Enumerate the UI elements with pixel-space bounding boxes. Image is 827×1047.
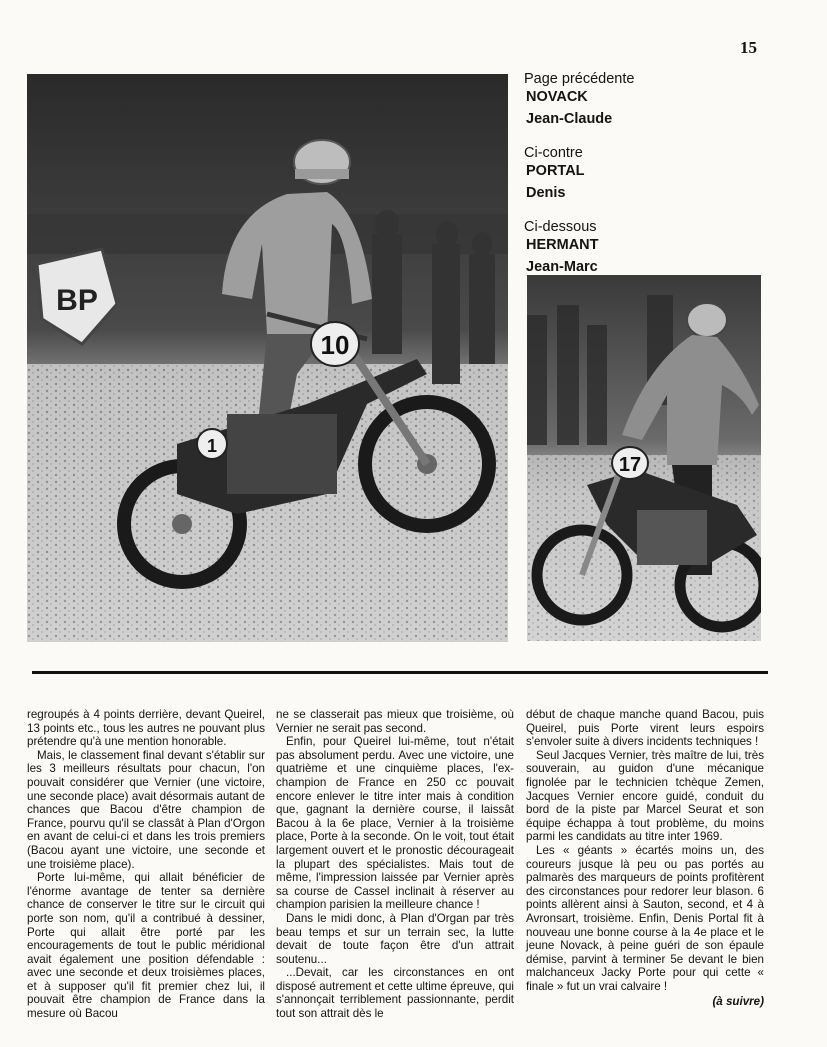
photo-small-rider: [527, 275, 761, 641]
caption-lead: Page précédente: [524, 71, 635, 87]
paragraph: Enfin, pour Queirel lui-même, tout n'était pas absolument perdu. Avec une victoire, une quatrième et une cinquième places, l'ex-champion de France en 250 cc pouvait encore enlever le titre inter mais à condition que, gagnant la dernière course, il laissât Bacou à la 6e place, Vernier à la troisième place, Porte à la seconde. On le voit, tout était largement ouvert et le pronostic décourageait la plupart des spécialistes. Mais tout de même, l'impression laissée par Vernier après sa course de Cassel inclinait à réserver au champion parisien la meilleure chance !: [276, 735, 514, 912]
paragraph: Mais, le classement final devant s'établir sur les 3 meilleurs résultats pour chacun, l'on pouvait considérer que Vernier (une victoire, une seconde place) avait désormais autant de chances que Bacou d'être champion de France, pourvu qu'il se classât à Plan d'Orgon en avant de celui-ci et dans les trois premiers (Bacou ayant une victoire, une seconde et une troisième place).: [27, 748, 265, 871]
paragraph: début de chaque manche quand Bacou, puis Queirel, puis Porte virent leurs espoirs s'envoler suite à divers incidents techniques !: [526, 708, 764, 749]
caption-lead: Ci-dessous: [524, 219, 597, 235]
caption-name: HERMANT: [526, 237, 599, 253]
to-be-continued: (à suivre): [712, 995, 764, 1009]
caption-first-name: Jean-Claude: [526, 111, 613, 127]
article-column-3: [526, 708, 764, 1009]
caption-lead: Ci-contre: [524, 145, 583, 161]
caption-name: PORTAL: [526, 163, 585, 179]
front-number-plate: 10: [320, 330, 350, 360]
section-divider-rule: [32, 671, 768, 674]
page-number: 15: [740, 38, 757, 57]
article-column-2: [276, 708, 514, 1021]
paragraph: Porte lui-même, qui allait bénéficier de l'énorme avantage de tenter sa dernière chance de conserver le titre sur le circuit qui porte son nom, qu'il a contribué à dessiner, Porte qui allait être porté par les encouragements de tout le public méridional avait également une position défendable : avec une seconde et deux troisièmes places, et à supposer qu'il fit premier chez lui, il pouvait être champion de France dans la mesure où Bacou: [27, 871, 265, 1021]
caption-portal: [524, 144, 764, 202]
side-number-plate: 1: [206, 436, 218, 456]
photo-captions: [524, 70, 764, 292]
paragraph: ...Devait, car les circonstances en ont disposé autrement et cette ultime épreuve, qui s'annonçait terriblement passionnante, perdit tout son attrait dès le: [276, 966, 514, 1021]
paragraph: regroupés à 4 points derrière, devant Queirel, 13 points etc., tous les autres ne pouvant plus prétendre qu'à une mention honorable.: [27, 708, 265, 749]
article-column-1: [27, 708, 265, 1021]
caption-first-name: Jean-Marc: [526, 259, 598, 275]
paragraph: Dans le midi donc, à Plan d'Organ par très beau temps et sur un terrain sec, la lutte devait de toute façon être d'un attrait soutenu...: [276, 911, 514, 966]
caption-first-name: Denis: [526, 185, 566, 201]
number-plate: 17: [618, 454, 642, 476]
caption-name: NOVACK: [526, 89, 588, 105]
photo-small-image: [527, 275, 761, 641]
paragraph: Les « géants » écartés moins un, des coureurs jusque là peu ou pas portés au palmarès des marqueurs de points profitèrent des circonstances pour redorer leur blason. 6 points allèrent ainsi à Sauton, second, et 4 à Avronsart, troisième. Enfin, Denis Portal fit à nouveau une bonne course à la 4e place et le jeune Novack, à peine guéri de son épaule démise, parvint à terminer 5e devant le bien malchanceux Jacky Porte pour qui cette « finale » fut un vrai calvaire !: [526, 843, 764, 993]
paragraph: Seul Jacques Vernier, très maître de lui, très souverain, au guidon d'une mécanique fignolée par le technicien tchèque Zemen, Jacques Vernier encore guidé, conduit du bord de la piste par Marcel Seurat et son équipe échappa à tout problème, du moins parmi les candidats au titre inter 1969.: [526, 748, 764, 844]
photo-main-image: [27, 74, 508, 642]
bp-sign-text: BP: [56, 284, 98, 317]
caption-hermant: [524, 218, 764, 276]
paragraph: ne se classerait pas mieux que troisième, où Vernier ne serait pas second.: [276, 708, 514, 735]
caption-novack: [524, 70, 764, 128]
photo-main-rider-jump: [27, 74, 508, 642]
